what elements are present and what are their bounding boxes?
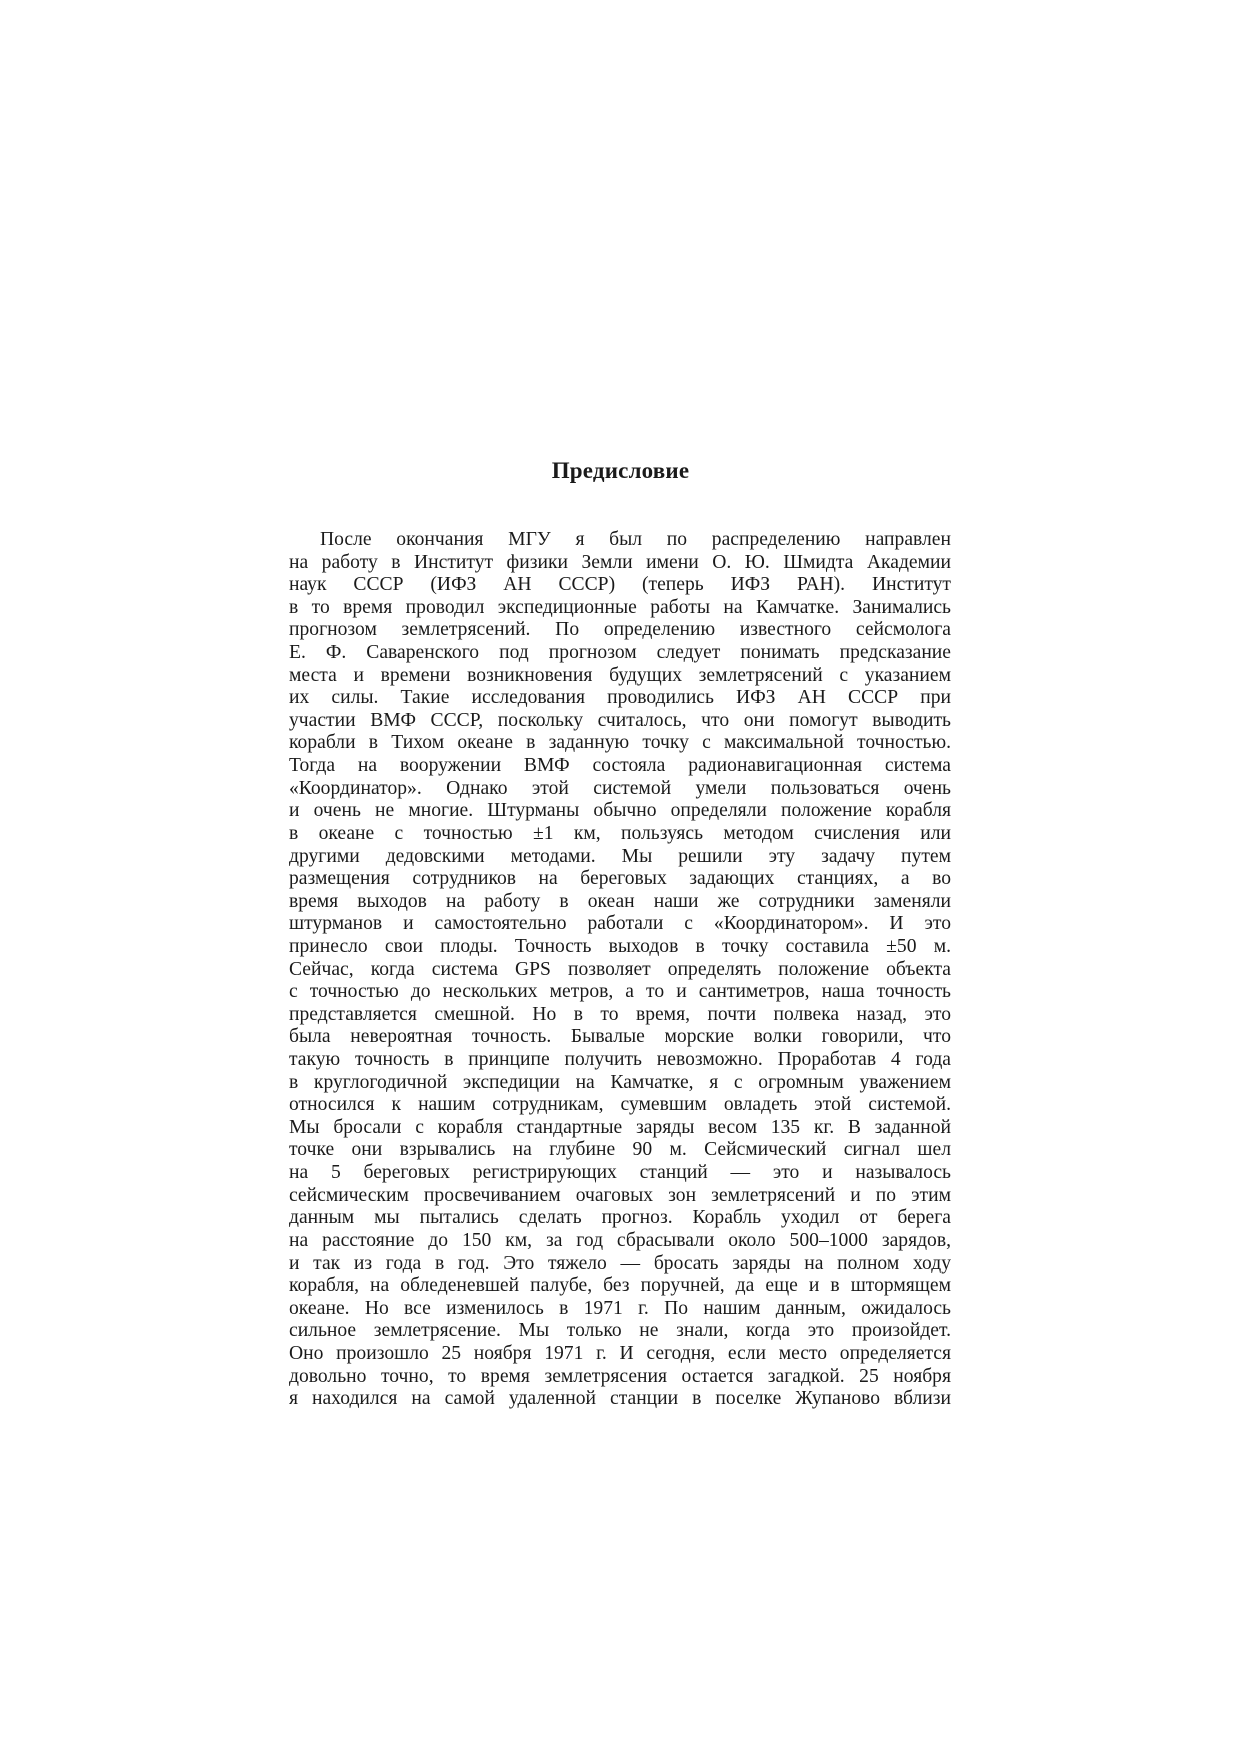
text-line: корабля, на обледеневшей палубе, без поручней, да еще и в штормящем [289,1275,951,1297]
text-line: представляется смешной. Но в то время, почти полвека назад, это [289,1003,951,1025]
text-line: такую точность в принципе получить невозможно. Проработав 4 года [289,1049,951,1071]
text-line: в океане с точностью ±1 км, пользуясь методом счисления или [289,822,951,844]
text-line: и очень не многие. Штурманы обычно определяли положение корабля [289,800,951,822]
text-line: их силы. Такие исследования проводились ИФЗ АН СССР при [289,687,951,709]
text-line: корабли в Тихом океане в заданную точку с максимальной точностью. [289,732,951,754]
text-line: штурманов и самостоятельно работали с «Координатором». И это [289,913,951,935]
text-line: сильное землетрясение. Мы только не знали, когда это произойдет. [289,1320,951,1342]
text-line: на 5 береговых регистрирующих станций — это и называлось [289,1162,951,1184]
text-line: довольно точно, то время землетрясения остается загадкой. 25 ноября [289,1365,951,1387]
text-line: сейсмическим просвечиванием очаговых зон землетрясений и по этим [289,1184,951,1206]
text-line: места и времени возникновения будущих землетрясений с указанием [289,664,951,686]
text-line: на расстояние до 150 км, за год сбрасывали около 500–1000 зарядов, [289,1229,951,1251]
text-line: точке они взрывались на глубине 90 м. Сейсмический сигнал шел [289,1139,951,1161]
text-line: размещения сотрудников на береговых задающих станциях, а во [289,868,951,890]
text-line: Е. Ф. Саваренского под прогнозом следует понимать предсказание [289,642,951,664]
text-line: участии ВМФ СССР, поскольку считалось, что они помогут выводить [289,709,951,731]
text-line: После окончания МГУ я был по распределению направлен [320,529,951,550]
text-line: относился к нашим сотрудникам, сумевшим овладеть этой системой. [289,1094,951,1116]
text-line: на работу в Институт физики Земли имени О. Ю. Шмидта Академии [289,551,951,573]
text-line: Оно произошло 25 ноября 1971 г. И сегодня, если место определяется [289,1342,951,1364]
text-line: с точностью до нескольких метров, а то и сантиметров, наша точность [289,981,951,1003]
text-line: принесло свои плоды. Точность выходов в точку составила ±50 м. [289,935,951,957]
text-line: Мы бросали с корабля стандартные заряды весом 135 кг. В заданной [289,1116,951,1138]
text-line: была невероятная точность. Бывалые морские волки говорили, что [289,1026,951,1048]
text-line: в то время проводил экспедиционные работы на Камчатке. Занимались [289,596,951,618]
text-line: я находился на самой удаленной станции в поселке Жупаново вблизи [289,1388,951,1410]
text-line: в круглогодичной экспедиции на Камчатке, я с огромным уважением [289,1071,951,1093]
text-line: время выходов на работу в океан наши же сотрудники заменяли [289,890,951,912]
body-text [289,529,951,1411]
text-line: прогнозом землетрясений. По определению известного сейсмолога [289,619,951,641]
text-line: Тогда на вооружении ВМФ состояла радионавигационная система [289,755,951,777]
text-line: другими дедовскими методами. Мы решили эту задачу путем [289,845,951,867]
page-title: Предисловие [551,458,690,483]
text-line: «Координатор». Однако этой системой умели пользоваться очень [289,777,951,799]
text-line: наук СССР (ИФЗ АН СССР) (теперь ИФЗ РАН). Институт [289,574,951,596]
text-line: данным мы пытались сделать прогноз. Корабль уходил от берега [289,1207,951,1229]
text-line: и так из года в год. Это тяжело — бросать заряды на полном ходу [289,1252,951,1274]
text-line: океане. Но все изменилось в 1971 г. По нашим данным, ожидалось [289,1297,951,1319]
text-line: Сейчас, когда система GPS позволяет определять положение объекта [289,958,951,980]
